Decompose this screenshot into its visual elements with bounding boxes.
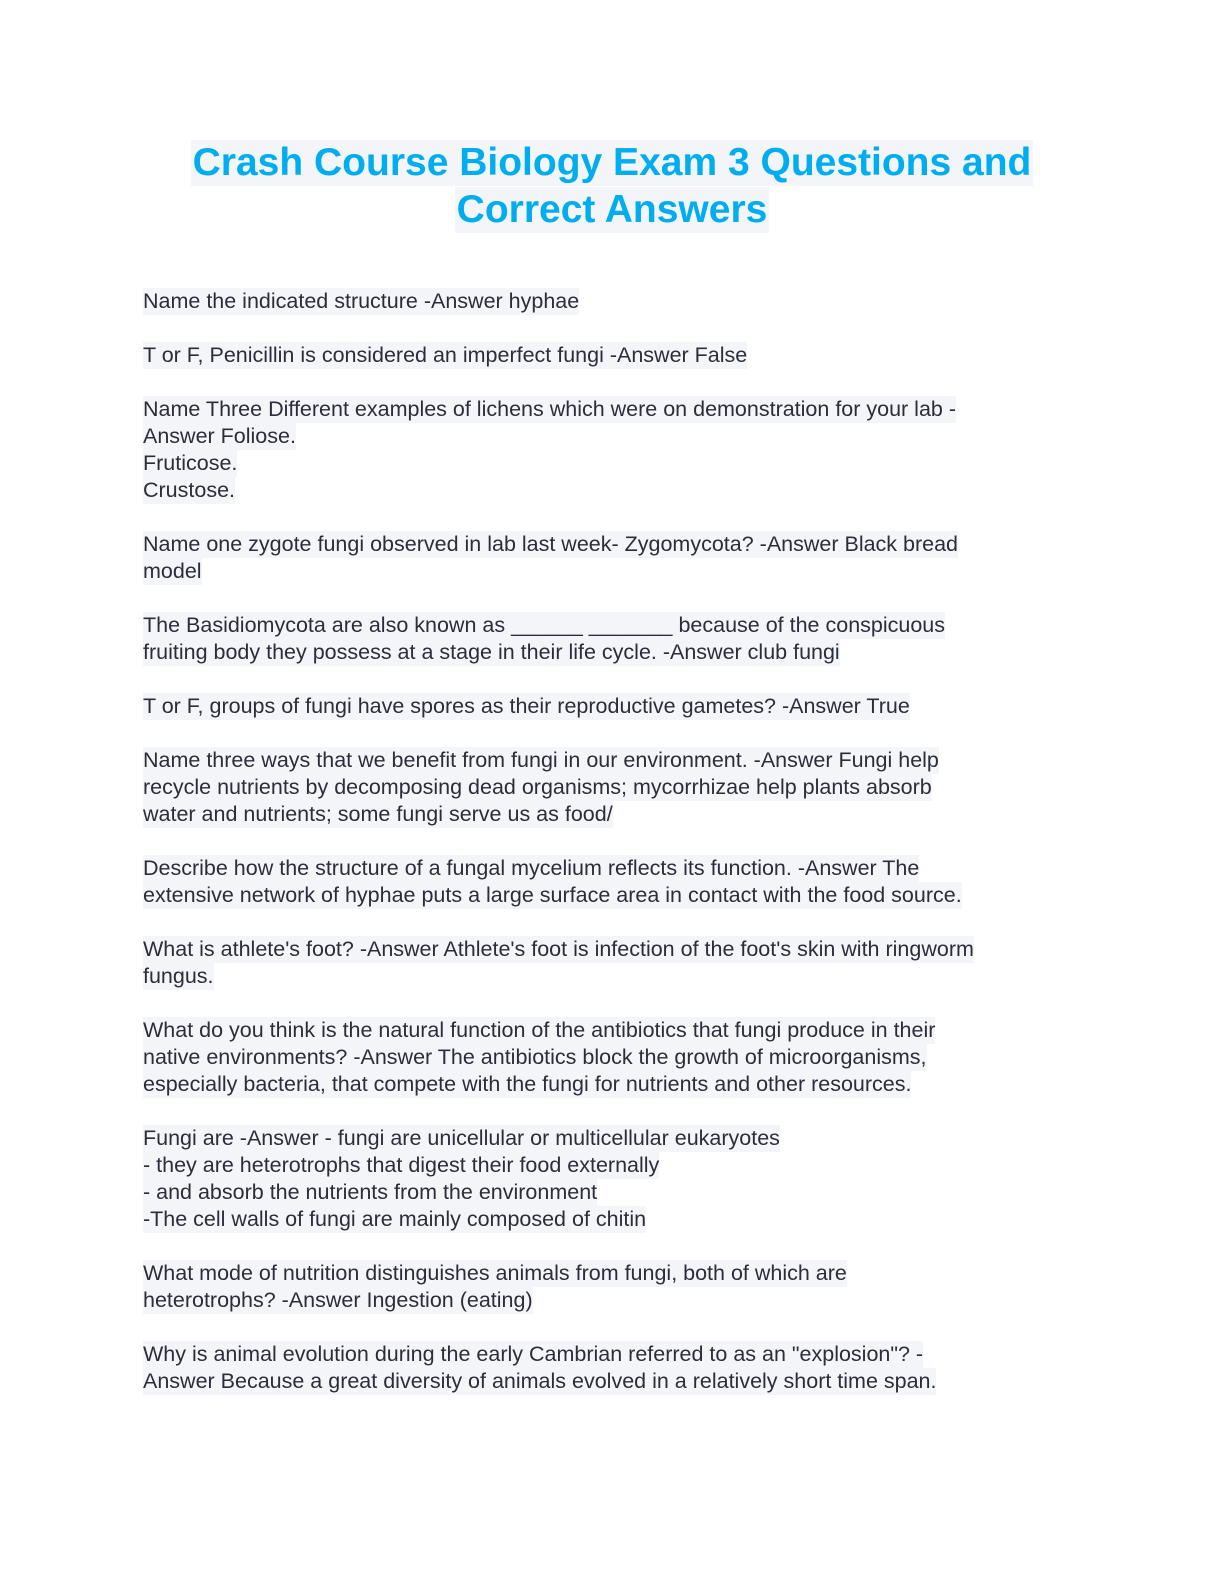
qa-item	[143, 342, 1083, 369]
qa-line: Name one zygote fungi observed in lab last week- Zygomycota? -Answer Black bread	[143, 532, 959, 556]
qa-line: extensive network of hyphae puts a large surface area in contact with the food source.	[143, 883, 962, 907]
qa-line: native environments? -Answer The antibiotics block the growth of microorganisms,	[143, 1045, 927, 1069]
title-line: Crash Course Biology Exam 3 Questions and	[192, 141, 1032, 184]
qa-item	[143, 396, 1083, 504]
qa-line: fruiting body they possess at a stage in their life cycle. -Answer club fungi	[143, 640, 840, 664]
qa-line: Describe how the structure of a fungal mycelium reflects its function. -Answer The	[143, 856, 920, 880]
qa-line: Fungi are -Answer - fungi are unicellular or multicellular eukaryotes	[143, 1126, 780, 1150]
document-title	[0, 140, 1224, 234]
qa-item	[143, 936, 1083, 990]
qa-item	[143, 1125, 1083, 1233]
qa-line: model	[143, 559, 202, 583]
qa-line: fungus.	[143, 964, 214, 988]
qa-item	[143, 288, 1083, 315]
qa-list	[143, 288, 1083, 1422]
qa-line: Name the indicated structure -Answer hyphae	[143, 289, 580, 313]
qa-line: Why is animal evolution during the early Cambrian referred to as an "explosion"? -	[143, 1342, 924, 1366]
qa-line: recycle nutrients by decomposing dead organisms; mycorrhizae help plants absorb	[143, 775, 932, 799]
qa-line: water and nutrients; some fungi serve us as food/	[143, 802, 613, 826]
qa-line: Name three ways that we benefit from fungi in our environment. -Answer Fungi help	[143, 748, 939, 772]
qa-item	[143, 747, 1083, 828]
qa-line: - they are heterotrophs that digest their food externally	[143, 1153, 660, 1177]
qa-line: - and absorb the nutrients from the environment	[143, 1180, 598, 1204]
qa-line: T or F, Penicillin is considered an imperfect fungi -Answer False	[143, 343, 748, 367]
title-line: Correct Answers	[456, 188, 768, 231]
qa-line: Answer Because a great diversity of animals evolved in a relatively short time span.	[143, 1369, 937, 1393]
qa-line: What do you think is the natural function of the antibiotics that fungi produce in their	[143, 1018, 936, 1042]
qa-item	[143, 693, 1083, 720]
qa-line: T or F, groups of fungi have spores as their reproductive gametes? -Answer True	[143, 694, 910, 718]
qa-line: What is athlete's foot? -Answer Athlete's foot is infection of the foot's skin with ringworm	[143, 937, 974, 961]
qa-line: What mode of nutrition distinguishes animals from fungi, both of which are	[143, 1261, 847, 1285]
qa-item	[143, 1017, 1083, 1098]
qa-item	[143, 855, 1083, 909]
qa-item	[143, 1260, 1083, 1314]
qa-line: The Basidiomycota are also known as ______ _______ because of the conspicuous	[143, 613, 946, 637]
qa-line: Name Three Different examples of lichens which were on demonstration for your lab -	[143, 397, 957, 421]
qa-line: heterotrophs? -Answer Ingestion (eating)	[143, 1288, 533, 1312]
qa-item	[143, 531, 1083, 585]
qa-line: Answer Foliose.	[143, 424, 296, 448]
qa-line: especially bacteria, that compete with the fungi for nutrients and other resources.	[143, 1072, 912, 1096]
qa-line: Fruticose.	[143, 451, 238, 475]
qa-line: -The cell walls of fungi are mainly composed of chitin	[143, 1207, 647, 1231]
qa-line: Crustose.	[143, 478, 236, 502]
qa-item	[143, 1341, 1083, 1395]
qa-item	[143, 612, 1083, 666]
